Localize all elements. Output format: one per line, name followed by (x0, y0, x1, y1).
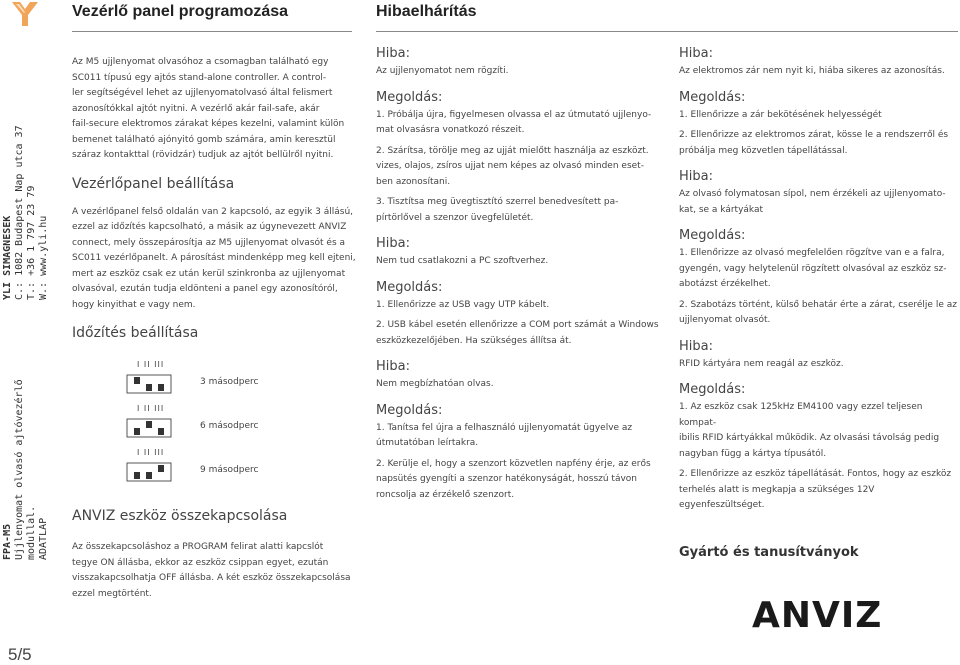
text-line: ezzel az időzítés kapcsolható, a másik az úgynevezett ANVIZ (72, 222, 347, 232)
dip-switch-3 (126, 450, 326, 490)
solution-label: Megoldás: (679, 382, 746, 397)
text-block (679, 298, 959, 329)
text-line: ben azonosítani. (376, 176, 451, 187)
text-line: olvasóval, ezután tudja eldönteni a panel egy azonosítóról, (72, 284, 338, 294)
setup-paragraph (72, 205, 357, 314)
side-desc-line1: Ujjlenyomat olvasó ajtóvezérlő (14, 379, 25, 560)
side-product: FPA-M5 (2, 523, 13, 560)
text-line: ezzel megtörtént. (72, 588, 152, 599)
text-line: Az ujjlenyomatot nem rögzíti. (376, 66, 509, 76)
header-right-title: Hibaelhárítás (376, 3, 477, 20)
text-line: 2. Ellenőrizze az eszköz tápellátását. Fontos, hogy az eszköz (679, 469, 952, 479)
text-line: 2. Szárítsa, törölje meg az ujját mielőtt használja az eszközt. (376, 145, 649, 156)
side-company: YLI SIMAGNESEK (2, 215, 13, 300)
dip-lever (158, 384, 164, 391)
dip-switch-group (126, 362, 326, 482)
dip-switch-graphic (126, 370, 176, 400)
text-line: azonosítókkal ajtót nyitni. A vezérlő akár fail-safe, akár (72, 103, 320, 114)
text-line: Nem megbízhatóan olvas. (376, 379, 494, 389)
text-line: 2. Ellenőrizze az elektromos zárat, kösse le a rendszerről és (679, 130, 949, 140)
dip-marks: I II III (137, 360, 165, 369)
dip-lever (158, 428, 164, 435)
header-rule-left (72, 31, 352, 32)
solution-label: Megoldás: (376, 402, 443, 418)
solution-label: Megoldás: (679, 89, 746, 105)
dip-switch-1 (126, 362, 326, 402)
text-line: mert az eszköz csak ez után kerül szinkronba az ujjlenyomat (72, 268, 346, 279)
text-line: ujjlenyomat olvasót. (679, 315, 771, 325)
issue-label: Hiba: (376, 236, 410, 251)
dip-lever (158, 465, 164, 472)
dip-switch-graphic (126, 458, 176, 488)
header-rule-right (376, 31, 958, 32)
text-block (376, 144, 661, 191)
text-line: 1. Tanítsa fel újra a felhasználó ujjlenyomatát ügyelve az (376, 422, 633, 433)
side-desc-line2: modullal. (26, 505, 37, 560)
text-line: 2. Szabotázs történt, külső behatár érte a zárat, cserélje le az (679, 299, 957, 310)
text-block (376, 457, 661, 504)
text-block (679, 187, 959, 218)
text-line: 1. Az eszköz csak 125kHz EM4100 vagy ezzel teljesen kompat- (679, 402, 923, 428)
text-line: kat, se a kártyákat (679, 204, 764, 215)
solution-label: Megoldás: (376, 279, 443, 295)
text-line: Az olvasó folymatosan sípol, nem érzékeli az ujjlenyomato- (679, 189, 946, 199)
anviz-logo (752, 595, 897, 631)
text-line: Nem tud csatlakozni a PC szoftverhez. (376, 256, 549, 266)
text-line: hogy kinyithat e vagy nem. (72, 299, 196, 310)
text-block (679, 357, 959, 373)
solution-label: Megoldás: (376, 89, 443, 105)
text-line: pírtörlővel a szenzor üvegfelületét. (376, 212, 534, 223)
col2 (376, 46, 661, 508)
connect-paragraph (72, 540, 357, 602)
text-line: nagyban függ a kártya típusától. (679, 448, 827, 459)
text-line: útmutatóban leírtakra. (376, 438, 479, 448)
issue-label: Hiba: (376, 46, 410, 61)
text-line: 3. Tisztítsa meg üvegtisztító szerrel benedvesített pa- (376, 197, 619, 207)
intro-paragraph (72, 55, 357, 164)
col1 (72, 55, 357, 341)
text-line: 1. Ellenőrizze az USB vagy UTP kábelt. (376, 299, 550, 310)
text-line: Az M5 ujjlenyomat olvasóhoz a csomagban található egy (72, 57, 329, 67)
col3 (679, 46, 959, 519)
text-block (376, 421, 661, 452)
solution-label: Megoldás: (679, 228, 746, 243)
side-desc-line3: ADATLAP (38, 517, 49, 560)
text-block (376, 195, 661, 226)
issue-label: Hiba: (376, 359, 410, 374)
text-line: terhelés alatt is megkapja a szükséges 12V egyenfeszültséget. (679, 484, 875, 510)
issue-label: Hiba: (679, 169, 713, 184)
text-line: napsütés gyengíti a szenzor hatékonyságát, hosszú távon (376, 474, 637, 484)
dip-lever (146, 472, 152, 479)
text-line: bemenet található ajónyitó gomb számára, amin keresztül (72, 134, 336, 145)
side-strip (0, 0, 60, 665)
text-line: abotázst érzékelhet. (679, 279, 771, 289)
text-block (679, 128, 959, 159)
text-block (679, 64, 959, 80)
col1-bottom (72, 508, 357, 602)
text-line: vizes, olajos, zsíros ujjat nem képes az olvasó minden eset- (376, 161, 644, 171)
text-line: fail-secure elektromos zárakat képes kezelni, valamint külön (72, 119, 345, 129)
text-line: Az elektromos zár nem nyit ki, hiába sikeres az azonosítás. (679, 66, 945, 76)
dip-label: 9 másodperc (200, 465, 259, 475)
text-line: eszközkezelőjében. Ha szükséges állítsa át. (376, 335, 572, 346)
text-line: ibilis RFID kártyákkal működik. Az olvasási távolság pedig (679, 433, 940, 443)
text-block (376, 64, 661, 80)
text-line: mat olvasásra vonatkozó részeit. (376, 125, 525, 135)
issue-label: Hiba: (679, 338, 713, 354)
anviz-logo-text: ANVIZ (752, 595, 883, 631)
text-line: 2. USB kábel esetén ellenőrizze a COM port számát a Windows (376, 320, 659, 330)
brand-heading: Gyártó és tanusítványok (679, 545, 859, 560)
text-line: száraz kontakttal (rövidzár) tudjuk az ajtót bellülről nyitni. (72, 150, 334, 160)
dip-switch-2 (126, 406, 326, 446)
text-block (679, 400, 959, 462)
text-line: próbálja meg közvetlen tápellátással. (679, 145, 848, 156)
text-block (376, 108, 661, 139)
text-line: SC011 vezérlőpanelt. A párosítást mindenképp meg kell ejteni, (72, 253, 356, 263)
text-line: gyengén, vagy helytelenül rögzített olvasóval az eszköz sz- (679, 263, 947, 274)
text-line: A vezérlőpanel felső oldalán van 2 kapcsoló, az egyik 3 állású, (72, 206, 354, 217)
dip-lever (146, 421, 152, 428)
text-block (376, 298, 661, 314)
text-block (376, 254, 661, 270)
text-line: 1. Ellenőrizze a zár bekötésének helyességét (679, 109, 882, 120)
dip-marks: I II III (137, 448, 165, 457)
dip-lever (134, 428, 140, 435)
dip-lever (146, 384, 152, 391)
text-line: 1. Próbálja újra, figyelmesen olvassa el az útmutató ujjlenyo- (376, 109, 652, 120)
setup-heading: Vezérlőpanel beállítása (72, 175, 235, 192)
text-line: SC011 típusú egy ajtós stand-alone controller. A control- (72, 72, 327, 83)
dip-marks: I II III (137, 404, 165, 413)
text-block (679, 246, 959, 293)
connect-heading: ANVIZ eszköz összekapcsolása (72, 508, 288, 524)
text-block (679, 467, 959, 514)
text-line: roncsolja az érzékelő szenzort. (376, 489, 515, 500)
text-line: connect, mely összepárosítja az M5 ujjlenyomat olvasót és a (72, 237, 346, 248)
side-address: C.: 1082 Budapest Nap utca 37 (14, 125, 25, 300)
text-line: 1. Ellenőrizze az olvasó megfelelően rögzítve van e a falra, (679, 248, 945, 258)
header-left-title: Vezérlő panel programozása (72, 3, 289, 20)
dip-label: 6 másodperc (200, 421, 259, 431)
side-phone: T.: +36 1 797 23 79 (26, 185, 37, 300)
dip-label: 3 másodperc (200, 377, 259, 387)
page-number: 5/5 (8, 645, 32, 664)
dip-lever (134, 377, 140, 384)
text-line: ler segítségével lehet az ujjlenyomatolvasó által felismert (72, 88, 333, 98)
timing-heading: Időzítés beállítása (72, 325, 199, 341)
text-line: 2. Kerülje el, hogy a szenzort közvetlen napfény érje, az erős (376, 458, 651, 469)
side-web[interactable]: W.: www.yli.hu (38, 215, 49, 300)
text-block (376, 377, 661, 393)
text-line: visszakapcsolhatja OFF állásba. A két eszköz összekapcsolása (72, 573, 351, 583)
issue-label: Hiba: (679, 46, 713, 61)
text-line: Az összekapcsoláshoz a PROGRAM felirat alatti kapcslót (72, 542, 324, 552)
text-line: RFID kártyára nem reagál az eszköz. (679, 358, 844, 369)
text-block (679, 108, 959, 124)
dip-switch-graphic (126, 414, 176, 444)
text-block (376, 318, 661, 349)
dip-lever (134, 472, 140, 479)
text-line: tegye ON állásba, ekkor az eszköz csippan egyet, ezután (72, 557, 329, 568)
